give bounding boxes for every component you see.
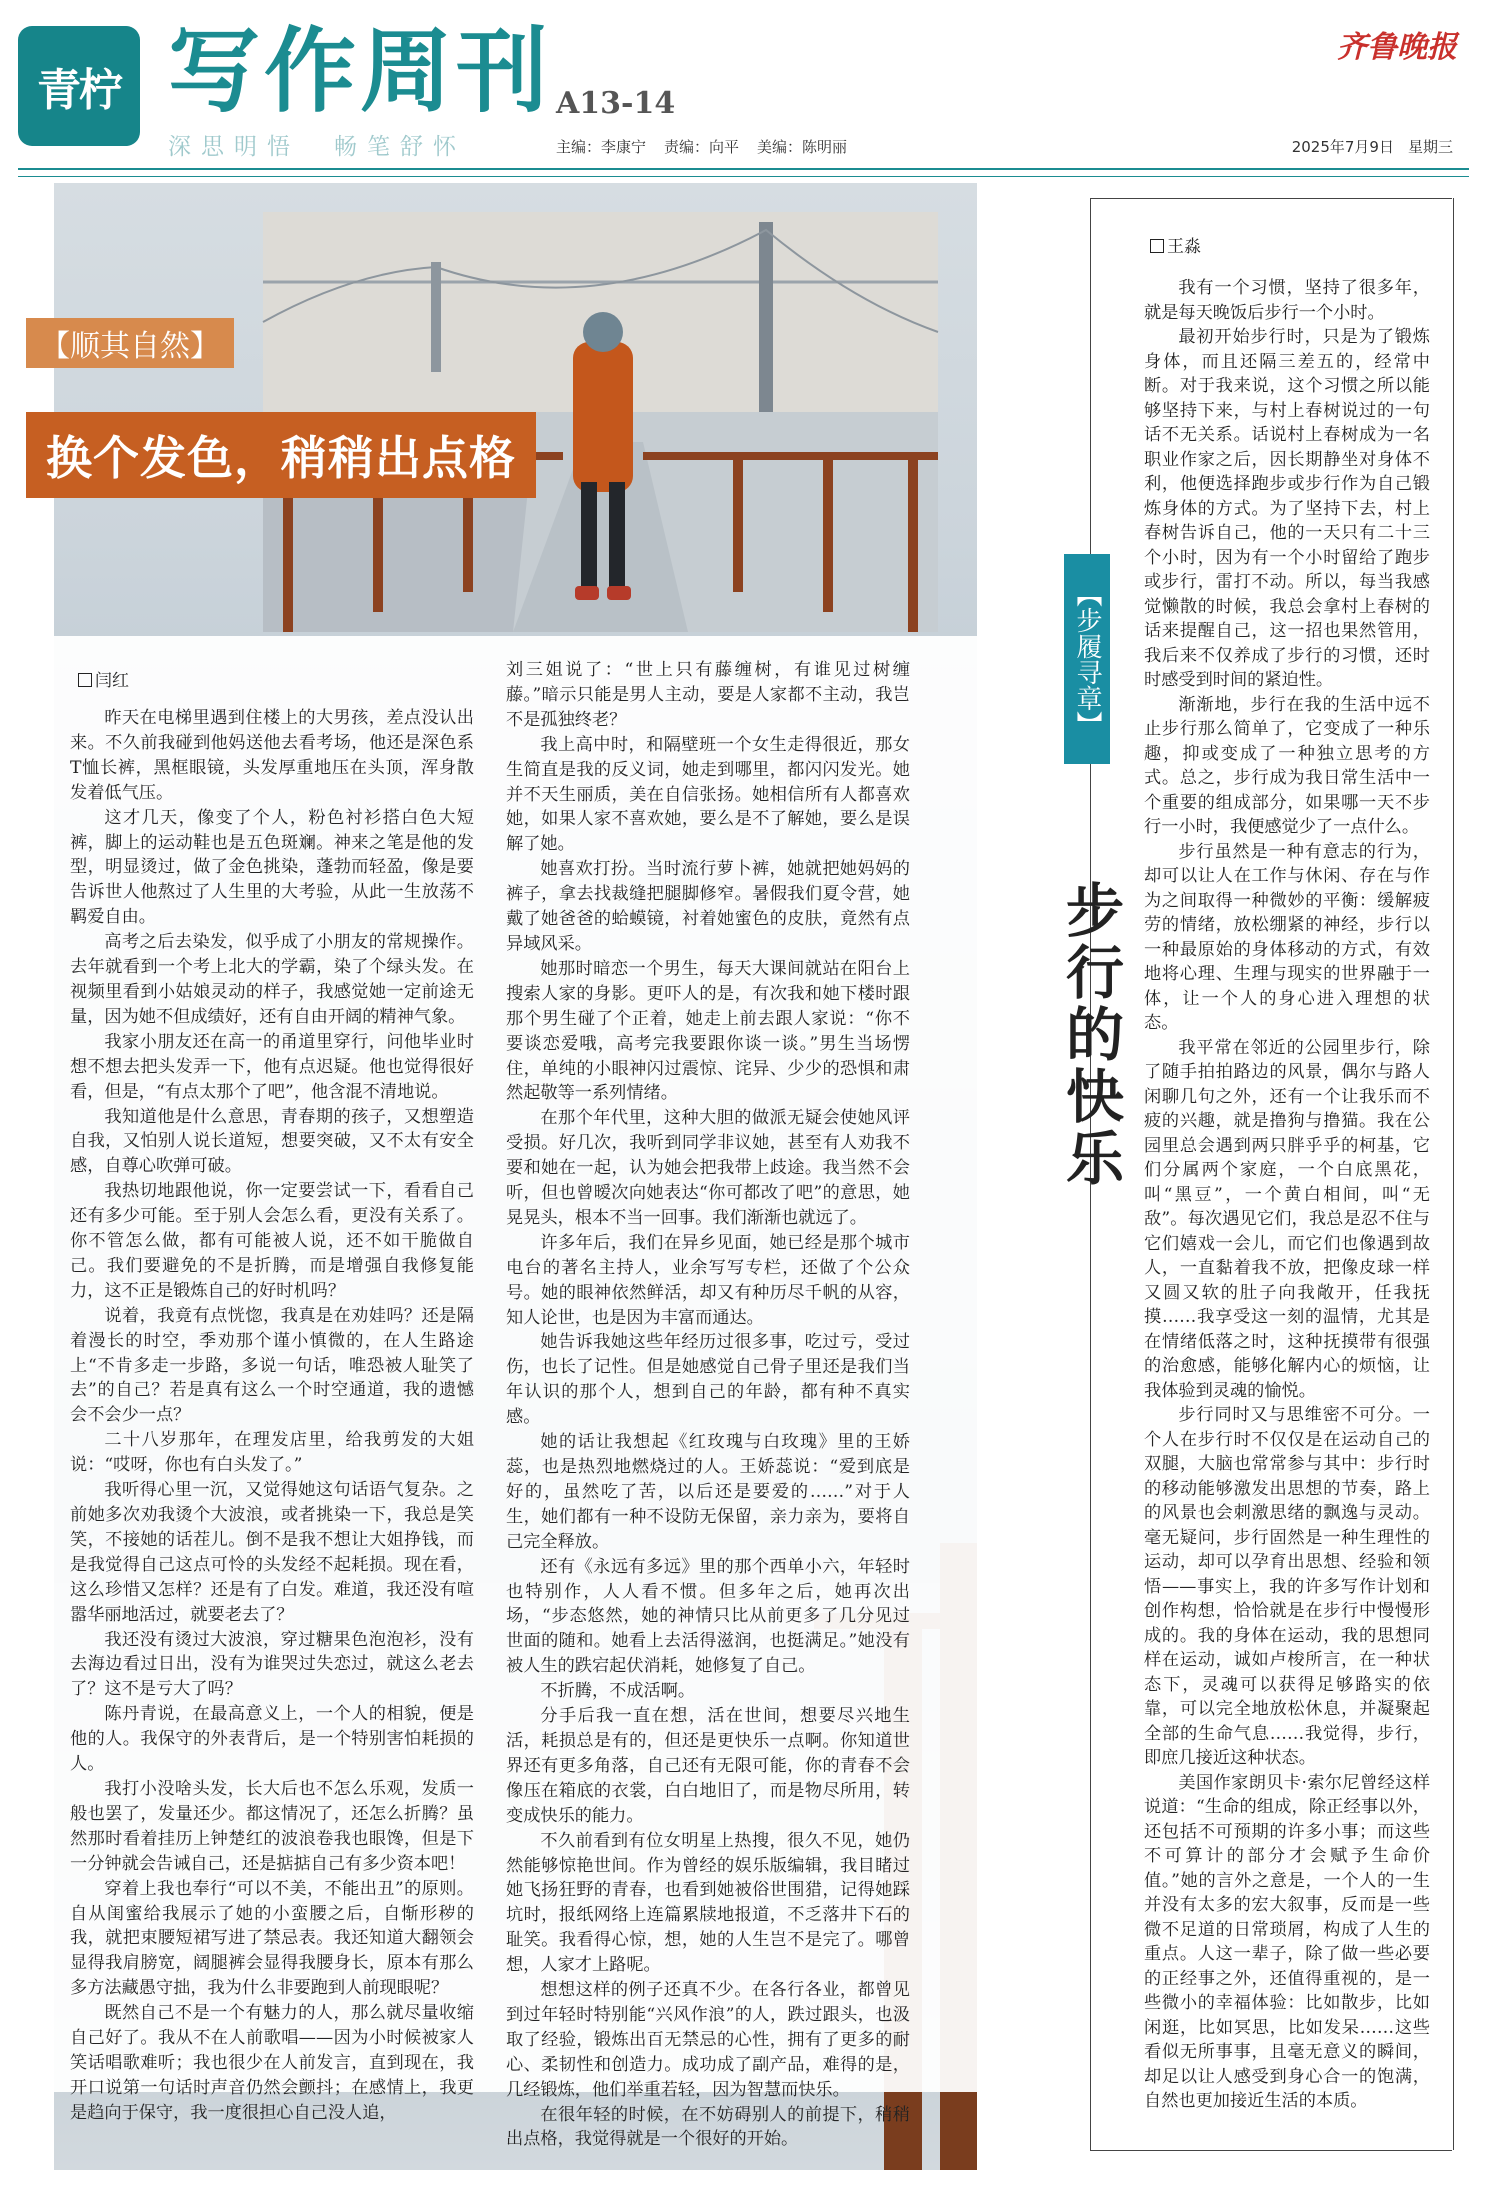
paragraph: 想想这样的例子还真不少。在各行各业，都曾见到过年轻时特别能“兴风作浪”的人，跌过跟头，也汲取了经验，锻炼出百无禁忌的心性，拥有了更多的耐心、柔韧性和创造力。成功成了副产品，难得的是，几经锻炼，他们举重若轻，因为智慧而快乐。 [506,1980,910,2100]
credit-chief-editor: 主编：李康宁 [556,138,647,156]
headline-left: 换个发色，稍稍出点格 [26,412,536,498]
author-name: 王淼 [1167,237,1201,257]
paragraph: 我知道他是什么意思，青春期的孩子，又想塑造自我，又怕别人说长道短，想要突破，又不太有安全感，自尊心吹弹可破。 [70,1106,474,1177]
person-orange-jacket [573,342,633,492]
credit-duty-editor: 责编：向平 [664,138,740,156]
paragraph: 高考之后去染发，似乎成了小朋友的常规操作。去年就看到一个考上北大的学霸，染了个绿头发。在视频里看到小姑娘灵动的样子，我感觉她一定前途无量，因为她不但成绩好，还有自由开阔的精神气象。 [70,932,474,1027]
paragraph: 还有《永远有多远》里的那个西单小六，年轻时也特别作，人人看不惯。但多年之后，她再次出场，“步态悠然，她的神情只比从前更多了几分见过世面的随和。她看上去活得滋润，也挺满足。”她没有被人生的跌宕起伏消耗，她修复了自己。 [506,1556,910,1677]
date-text: 2025年7月9日 [1291,138,1394,156]
masthead-rule-thin [18,176,1469,177]
paragraph: 不折腾，不成活啊。 [540,1681,696,1702]
person-hood [583,312,623,352]
section-motto [168,128,500,161]
paragraph: 她告诉我她这些年经历过很多事，吃过亏，受过伤，也长了记性。但是她感觉自己骨子里还是我们当年认识的那个人，想到自己的年龄，都有种不真实感。 [506,1332,910,1428]
paragraph: 昨天在电梯里遇到住楼上的大男孩，差点没认出来。不久前我碰到他妈送他去看考场，他还是深色系T恤长裤，黑框眼镜，头发厚重地压在头顶，浑身散发着低气压。 [70,708,474,803]
headline-right: 步行的快乐 [1056,880,1124,1190]
newspaper-section-logo: 青柠 [18,26,140,146]
paragraph: 我有一个习惯，坚持了很多年，就是每天晚饭后步行一个小时。 [1144,278,1430,323]
bridge-tower [759,222,773,412]
paragraph: 她那时暗恋一个男生，每天大课间就站在阳台上搜索人家的身影。更吓人的是，有次我和她下楼时跟那个男生碰了个正着，她走上前去跟人家说：“你不要谈恋爱哦，高考完我要跟你谈一谈。”男生当场愣住，单纯的小眼神闪过震惊、诧异、少少的恐惧和肃然起敬等一系列情绪。 [506,958,910,1104]
editor-credits [556,136,865,157]
paragraph: 我还没有烫过大波浪，穿过糖果色泡泡衫，没有去海边看过日出，没有为谁哭过失恋过，就这么老去了？这不是亏大了吗？ [70,1629,474,1700]
paragraph: 刘三姐说了：“世上只有藤缠树，有谁见过树缠藤。”暗示只能是男人主动，要是人家都不主动，我岂不是孤独终老？ [506,660,910,730]
paragraph: 步行虽然是一种有意志的行为，却可以让人在工作与休闲、存在与作为之间取得一种微妙的平衡：缓解疲劳的情绪，放松绷紧的神经，步行以一种最原始的身体移动的方式，有效地将心理、生理与现实的世界融于一体，让一个人的身心进入理想的状态。 [1144,841,1430,1033]
column-tag-left: 【顺其自然】 [26,318,234,368]
paragraph: 二十八岁那年，在理发店里，给我剪发的大姐说：“哎呀，你也有白头发了。” [70,1430,474,1476]
paragraph: 穿着上我也奉行“可以不美，不能出丑”的原则。自从闺蜜给我展示了她的小蛮腰之后，自惭形秽的我，就把束腰短裙写进了禁忌表。我还知道大翻领会显得我肩膀宽，阔腿裤会显得我腰身长，原本有那么多方法藏愚守拙，我为什么非要跑到人前现眼呢？ [70,1878,474,1999]
bridge-tower [431,262,441,372]
byline-square [1150,239,1164,253]
paragraph: 她的话让我想起《红玫瑰与白玫瑰》里的王娇蕊，也是热烈地燃烧过的人。王娇蕊说：“爱到底是好的，虽然吃了苦，以后还是要爱的……”对于人生，她们都有一种不设防无保留，亲力亲为，要将自己完全释放。 [506,1432,910,1552]
pier-rail-right [643,452,938,460]
paragraph: 渐渐地，步行在我的生活中远不止步行那么简单了，它变成了一种乐趣，抑或变成了一种独立思考的方式。总之，步行成为我日常生活中一个重要的组成部分，如果哪一天不步行一小时，我便感觉少了一点什么。 [1144,694,1430,837]
paragraph: 这才几天，像变了个人，粉色衬衫搭白色大短裤，脚上的运动鞋也是五色斑斓。神来之笔是他的发型，明显烫过，做了金色挑染，蓬勃而轻盈，像是要告诉世人他熬过了人生里的大考验，从此一生放荡不羁爱自由。 [70,807,474,928]
frame-top-rule [1090,198,1452,199]
paragraph: 我热切地跟他说，你一定要尝试一下，看看自己还有多少可能。至于别人会怎么看，更没有关系了。你不管怎么做，都有可能被人说，还不如干脆做自己。我们要避免的不是折腾，而是增强自我修复能力，这不正是锻炼自己的好时机吗？ [70,1181,474,1301]
paragraph: 我平常在邻近的公园里步行，除了随手拍拍路边的风景，偶尔与路人闲聊几句之外，还有一个让我乐而不疲的兴趣，就是撸狗与撸猫。我在公园里总会遇到两只胖乎乎的柯基，它们分属两个家庭，一个白底黑花，叫“黑豆”，一个黄白相间，叫“无敌”。每次遇见它们，我总是忍不住与它们嬉戏一会儿，而它们也像遇到故人，一直黏着我不放，把像皮球一样又圆又软的肚子向我敞开，任我抚摸……我享受这一刻的温情，尤其是在情绪低落之时，这种抚摸带有很强的治愈感，能够化解内心的烦恼，让我体验到灵魂的愉悦。 [1144,1037,1430,1401]
author-byline-left [78,666,129,691]
paragraph: 陈丹青说，在最高意义上，一个人的相貌，便是他的人。我保守的外表背后，是一个特别害怕耗损的人。 [70,1704,474,1775]
paragraph: 美国作家朗贝卡·索尔尼曾经这样说道：“生命的组成，除正经事以外，还包括不可预期的许多小事；而这些不可算计的部分才会赋予生命价值。”她的言外之意是，一个人的一生并没有太多的宏大叙事，反而是一些微不足道的日常琐屑，构成了人生的重点。人这一辈子，除了做一些必要的正经事之外，还值得重视的，是一些微小的幸福体验：比如散步，比如闲逛，比如冥思，比如发呆……这些看似无所事事，且毫无意义的瞬间，却足以让人感受到身心合一的饱满，自然也更加接近生活的本质。 [1144,1772,1430,2111]
motto-part-2: 畅笔舒怀 [334,134,466,160]
paragraph: 既然自己不是一个有魅力的人，那么就尽量收缩自己好了。我从不在人前歌唱——因为小时候被家人笑话唱歌难听；我也很少在人前发言，直到现在，我开口说第一句话时声音仍然会颤抖；在感情上，我更是趋向于保守，我一度很担心自己没人追， [70,2003,474,2123]
paragraph: 我听得心里一沉，又觉得她这句话语气复杂。之前她多次劝我烫个大波浪，或者挑染一下，我总是笑笑，不接她的话茬儿。倒不是我不想让大姐挣钱，而是我觉得自己这点可怜的头发经不起耗损。现在看，这么珍惜又怎样？还是有了白发。难道，我还没有喧嚣华丽地活过，就要老去了？ [70,1480,474,1625]
weekday-text: 星期三 [1407,138,1453,156]
paragraph: 我打小没啥头发，长大后也不怎么乐观，发质一般也罢了，发量还少。都这情况了，还怎么折腾？虽然那时看着挂历上钟楚红的波浪卷我也眼馋，但是下一分钟就会告诫自己，还是掂掂自己有多少资本吧！ [70,1778,474,1874]
paragraph: 在很年轻的时候，在不妨碍别人的前提下，稍稍出点格，我觉得就是一个很好的开始。 [506,2104,910,2150]
byline-square [78,673,92,687]
author-byline-right [1150,232,1201,257]
paragraph: 我上高中时，和隔壁班一个女生走得很近，那女生简直是我的反义词，她走到哪里，都闪闪发光。她并不天生丽质，美在自信张扬。她相信所有人都喜欢她，如果人家不喜欢她，要么是不了解她，要么是误解了她。 [506,734,910,855]
paragraph: 在那个年代里，这种大胆的做派无疑会使她风评受损。好几次，我听到同学非议她，甚至有人劝我不要和她在一起，认为她会把我带上歧途。我当然不会听，但也曾暧次向她表达“你可都改了吧”的意思，她晃晃头，根本不当一回事。我们渐渐也就远了。 [506,1108,910,1228]
article-column-2 [506,658,910,2150]
masthead-rule [18,168,1469,170]
paragraph: 许多年后，我们在异乡见面，她已经是那个城市电台的著名主持人，业余写写专栏，还做了个公众号。她的眼神依然鲜活，却又有种历尽千帆的从容，知人论世，也是因为丰富而通达。 [506,1232,910,1328]
section-title: 写作周刊 [168,18,553,125]
column-tag-right: 【步履寻章】 [1064,554,1110,764]
article-column-1 [70,706,474,2123]
issue-date [1278,136,1453,157]
paragraph: 说着，我竟有点恍惚，我真是在劝娃吗？还是隔着漫长的时空，季劝那个谨小慎微的，在人生路途上“不肯多走一步路，多说一句话，唯恐被人耻笑了去”的自己？若是真有这么一个时空通道，我的遗憾会不会少一点？ [70,1305,474,1426]
paragraph: 最初开始步行时，只是为了锻炼身体，而且还隔三差五的，经常中断。对于我来说，这个习惯之所以能够坚持下来，与村上春树说过的一句话不无关系。话说村上春树成为一名职业作家之后，因长期静坐对身体不利，他便选择跑步或步行作为自己锻炼身体的方式。为了坚持下去，村上春树告诉自己，他的一天只有二十三个小时，因为有一个小时留给了跑步或步行，雷打不动。所以，每当我感觉懒散的时候，我总会拿村上春树的话来提醒自己，这一招也果然管用，我后来不仅养成了步行的习惯，还时时感受到时间的紧迫性。 [1144,327,1430,690]
author-name: 闫红 [95,671,129,691]
paragraph: 分手后我一直在想，活在世间，想要尽兴地生活，耗损总是有的，但还是更快乐一点啊。你知道世界还有更多角落，自己还有无限可能，你的青春不会像压在箱底的衣裳，白白地旧了，而是物尽所用，转变成快乐的能力。 [506,1706,910,1826]
article-column-right [1144,276,1430,2134]
paragraph: 她喜欢打扮。当时流行萝卜裤，她就把她妈妈的裤子，拿去找裁缝把腿脚修窄。暑假我们夏令营，她戴了她爸爸的蛤蟆镜，衬着她蜜色的皮肤，竟然有点异域风采。 [506,859,910,954]
frame-bottom-rule [1090,2150,1452,2151]
credit-art-editor: 美编：陈明丽 [757,138,848,156]
paragraph: 我家小朋友还在高一的甬道里穿行，问他毕业时想不想去把头发弄一下，他有点迟疑。他也觉得很好看，但是，“有点太那个了吧”，他含混不清地说。 [70,1031,474,1102]
paragraph: 步行同时又与思维密不可分。一个人在步行时不仅仅是在运动自己的双腿，大脑也常常参与其中：步行时的移动能够激发出思想的节奏，路上的风景也会刺激思绪的飘逸与灵动。毫无疑问，步行固然是一种生理性的运动，却可以孕育出思想、经验和领悟——事实上，我的许多写作计划和创作构想，恰恰就是在步行中慢慢形成的。我的身体在运动，我的思想同样在运动，诚如卢梭所言，在一种状态下，灵魂可以获得足够路实的依靠，可以完全地放松休息，并凝聚起全部的生命气息……我觉得，步行，即庶几接近这种状态。 [1144,1405,1430,1768]
page-number: A13-14 [556,86,676,121]
paragraph: 不久前看到有位女明星上热搜，很久不见，她仍然能够惊艳世间。作为曾经的娱乐版编辑，我目睹过她飞扬狂野的青春，也看到她被俗世围猎，记得她踩坑时，报纸网络上连篇累牍地报道，不乏落井下石的耻笑。我看得心惊，想，她的人生岂不是完了。哪曾想，人家才上路呢。 [506,1830,910,1976]
newspaper-name-logo: 齐鲁晚报 [1337,30,1457,65]
motto-part-1: 深思明悟 [168,134,300,160]
